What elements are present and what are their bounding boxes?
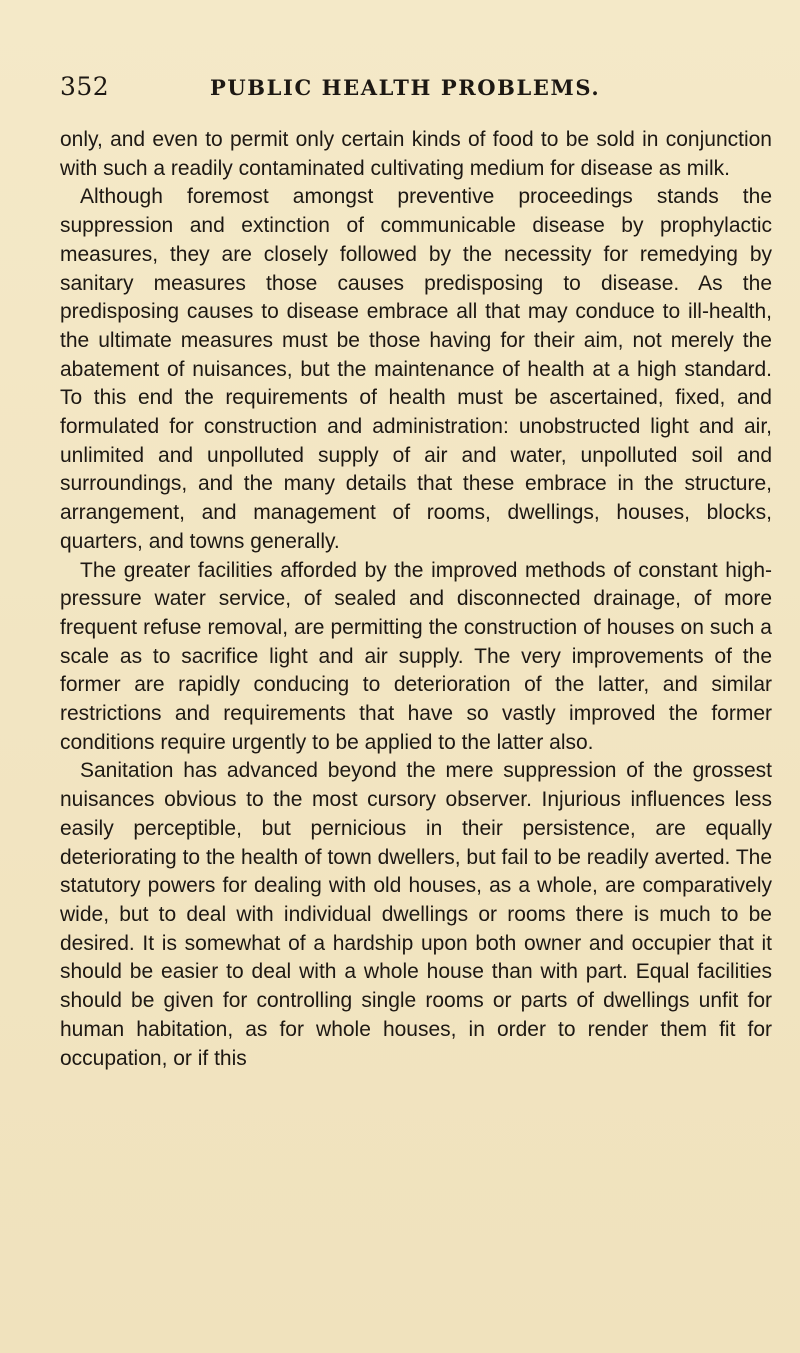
page-number: 352 [60,72,110,101]
paragraph: Sanitation has advanced beyond the mere suppression of the grossest nuisances obvious to the most cursory observer. Injurious influences less easily perceptible, but pernicious in their persistence, are equally deteriorating to the health of town dwellers, but fail to be readily averted. The statutory powers for dealing with old houses, as a whole, are comparatively wide, but to deal with individual dwellings or rooms there is much to be desired. It is somewhat of a hardship upon both owner and occupier that it should be easier to deal with a whole house than with part. Equal facilities should be given for controlling single rooms or parts of dwellings unfit for human habitation, as for whole houses, in order to render them fit for occupation, or if this [60,759,772,1070]
body-text [60,126,772,1073]
page-header [60,72,772,106]
paragraph: only, and even to permit only certain kinds of food to be sold in conjunction with such a readily contaminated cultivating medium for disease as milk. [60,128,772,180]
running-head: PUBLIC HEALTH PROBLEMS. [210,75,601,100]
paragraph: The greater facilities afforded by the improved methods of constant high-pressure water service, of sealed and disconnected drainage, of more frequent refuse removal, are permitting the construction of houses on such a scale as to sacrifice light and air supply. The very improvements of the former are rapidly conducing to deterioration of the latter, and similar restrictions and requirements that have so vastly improved the former conditions require urgently to be applied to the latter also. [60,558,772,754]
paragraph: Although foremost amongst preventive proceedings stands the suppression and extinction of communicable disease by prophylactic measures, they are closely followed by the necessity for remedying by sanitary measures those causes predisposing to disease. As the predisposing causes to disease embrace all that may conduce to ill-health, the ultimate measures must be those having for their aim, not merely the abatement of nuisances, but the maintenance of health at a high standard. To this end the requirements of health must be ascertained, fixed, and formulated for construction and administration: unobstructed light and air, unlimited and unpolluted supply of air and water, unpolluted soil and surroundings, and the many details that these embrace in the structure, arrangement, and management of rooms, dwellings, houses, blocks, quarters, and towns generally. [60,185,772,553]
